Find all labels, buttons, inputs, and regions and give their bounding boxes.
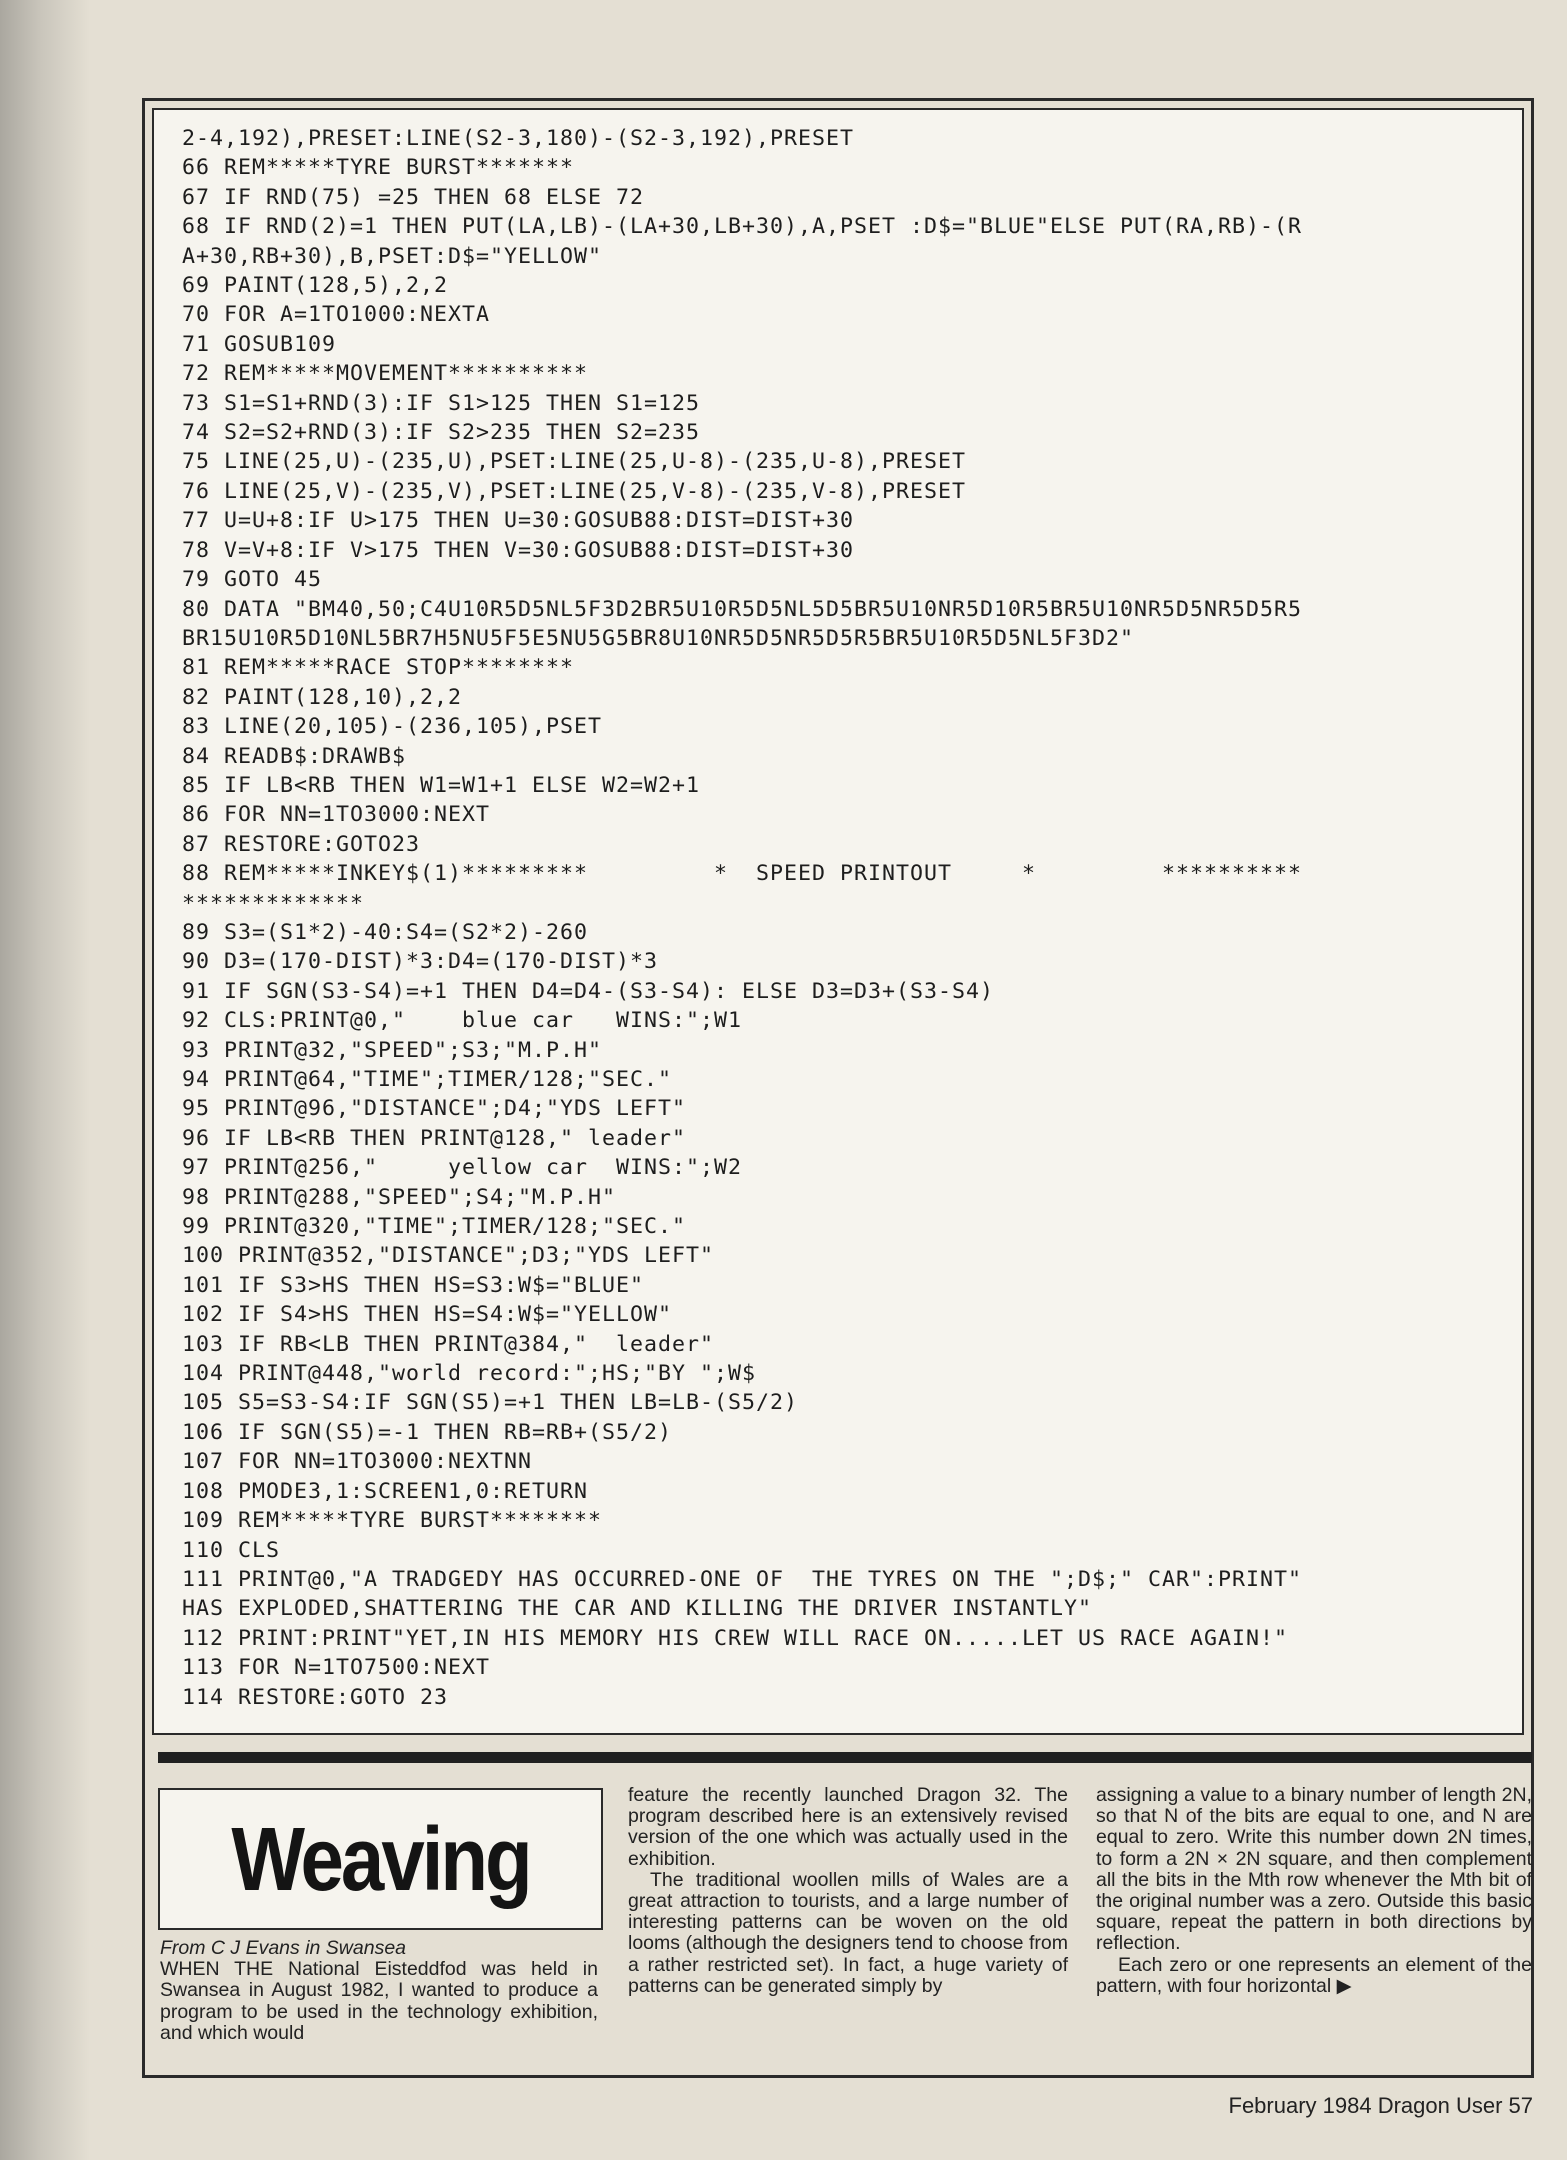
listing-line: 99 PRINT@320,"TIME";TIMER/128;"SEC." [182, 1214, 687, 1240]
listing-line: 78 V=V+8:IF V>175 THEN V=30:GOSUB88:DIST=DIST+30 [182, 537, 855, 563]
article-paragraph: assigning a value to a binary number of length 2N, so that N of the bits are equal to one, and N are equal to zero. Write this number down 2N times, to form a 2N × 2N square, and then complement all the bits in the Mth row whenever the Mth bit of the original number was a zero. Outside this basic square, repeat the pattern in both directions by reflection. [1096, 1784, 1532, 1955]
listing-line: 2-4,192),PRESET:LINE(S2-3,180)-(S2-3,192),PRESET [182, 126, 855, 151]
article-title: Weaving [231, 1807, 530, 1910]
listing-line: 81 REM*****RACE STOP******** [182, 655, 575, 681]
listing-line: 110 CLS [182, 1537, 281, 1563]
program-listing-box [152, 108, 1524, 1735]
listing-line: 107 FOR NN=1TO3000:NEXTNN [182, 1449, 533, 1475]
listing-line: 69 PAINT(128,5),2,2 [182, 273, 449, 299]
listing-line: A+30,RB+30),B,PSET:D$="YELLOW" [182, 243, 603, 269]
listing-line: 70 FOR A=1TO1000:NEXTA [182, 302, 491, 328]
listing-line: 88 REM*****INKEY$(1)********* * SPEED PRINTOUT * ********** [182, 861, 1303, 887]
listing-line: HAS EXPLODED,SHATTERING THE CAR AND KILLING THE DRIVER INSTANTLY" [182, 1596, 1093, 1622]
listing-line: 94 PRINT@64,"TIME";TIMER/128;"SEC." [182, 1067, 673, 1092]
listing-line: 75 LINE(25,U)-(235,U),PSET:LINE(25,U-8)-(235,U-8),PRESET [182, 449, 967, 475]
listing-line: 82 PAINT(128,10),2,2 [182, 684, 463, 710]
listing-line: 97 PRINT@256," yellow car WINS:";W2 [182, 1155, 743, 1181]
listing-line: 111 PRINT@0,"A TRADGEDY HAS OCCURRED-ONE OF THE TYRES ON THE ";D$;" CAR":PRINT" [182, 1566, 1303, 1592]
listing-line: BR15U10R5D10NL5BR7H5NU5F5E5NU5G5BR8U10NR5D5NR5D5R5BR5U10R5D5NL5F3D2" [182, 625, 1135, 651]
listing-line: 96 IF LB<RB THEN PRINT@128," leader" [182, 1125, 687, 1151]
listing-line: 106 IF SGN(S5)=-1 THEN RB=RB+(S5/2) [182, 1419, 673, 1445]
article-column-1 [160, 1938, 598, 2044]
listing-line: 84 READB$:DRAWB$ [182, 743, 407, 769]
page-binding-shadow [0, 0, 90, 2160]
article-column-2 [628, 1785, 1068, 1997]
listing-line: 73 S1=S1+RND(3):IF S1>125 THEN S1=125 [182, 390, 701, 416]
listing-line: 87 RESTORE:GOTO23 [182, 831, 421, 857]
listing-line: 80 DATA "BM40,50;C4U10R5D5NL5F3D2BR5U10R5D5NL5D5BR5U10NR5D10R5BR5U10NR5D5NR5D5R5 [182, 596, 1303, 622]
listing-line: 104 PRINT@448,"world record:";HS;"BY ";W$ [182, 1361, 757, 1387]
listing-line: 103 IF RB<LB THEN PRINT@384," leader" [182, 1331, 715, 1357]
article-paragraph: WHEN THE National Eisteddfod was held in Swansea in August 1982, I wanted to produce a program to be used in the technology exhibition, and which would [160, 1958, 598, 2044]
listing-line: 77 U=U+8:IF U>175 THEN U=30:GOSUB88:DIST=DIST+30 [182, 508, 855, 534]
article-paragraph: feature the recently launched Dragon 32. The program described here is an extensively revised version of the one which was actually used in the exhibition. [628, 1784, 1068, 1870]
listing-line: 76 LINE(25,V)-(235,V),PSET:LINE(25,V-8)-(235,V-8),PRESET [182, 478, 967, 504]
listing-line: 89 S3=(S1*2)-40:S4=(S2*2)-260 [182, 919, 589, 945]
article-byline: From C J Evans in Swansea [160, 1937, 407, 1959]
listing-line: 74 S2=S2+RND(3):IF S2>235 THEN S2=235 [182, 420, 701, 446]
listing-line: ************* [182, 890, 365, 916]
listing-line: 113 FOR N=1TO7500:NEXT [182, 1655, 491, 1681]
listing-line: 90 D3=(170-DIST)*3:D4=(170-DIST)*3 [182, 949, 659, 975]
article-paragraph: The traditional woollen mills of Wales are a great attraction to tourists, and a large number of interesting patterns can be woven on the old looms (although the designers tend to choose from a rather restricted set). In fact, a huge variety of patterns can be generated simply by [628, 1868, 1068, 1997]
listing-line: 109 REM*****TYRE BURST******** [182, 1508, 603, 1534]
listing-line: 68 IF RND(2)=1 THEN PUT(LA,LB)-(LA+30,LB+30),A,PSET :D$="BLUE"ELSE PUT(RA,RB)-(R [182, 214, 1303, 240]
listing-line: 92 CLS:PRINT@0," blue car WINS:";W1 [182, 1008, 743, 1034]
listing-line: 95 PRINT@96,"DISTANCE";D4;"YDS LEFT" [182, 1096, 687, 1122]
page-footer: February 1984 Dragon User 57 [1228, 2093, 1533, 2118]
listing-line: 67 IF RND(75) =25 THEN 68 ELSE 72 [182, 184, 645, 210]
listing-line: 83 LINE(20,105)-(236,105),PSET [182, 714, 603, 740]
listing-line: 91 IF SGN(S3-S4)=+1 THEN D4=D4-(S3-S4): ELSE D3=D3+(S3-S4) [182, 978, 995, 1004]
listing-line: 66 REM*****TYRE BURST******* [182, 155, 575, 181]
listing-line: 114 RESTORE:GOTO 23 [182, 1684, 449, 1710]
listing-line: 100 PRINT@352,"DISTANCE";D3;"YDS LEFT" [182, 1243, 715, 1269]
listing-line: 108 PMODE3,1:SCREEN1,0:RETURN [182, 1478, 589, 1504]
article-paragraph: Each zero or one represents an element of the pattern, with four horizontal ▶ [1096, 1953, 1532, 1997]
listing-line: 112 PRINT:PRINT"YET,IN HIS MEMORY HIS CREW WILL RACE ON.....LET US RACE AGAIN!" [182, 1625, 1289, 1651]
article-title-box [158, 1788, 603, 1930]
article-column-3 [1096, 1785, 1532, 1997]
listing-line: 101 IF S3>HS THEN HS=S3:W$="BLUE" [182, 1272, 645, 1298]
listing-line: 72 REM*****MOVEMENT********** [182, 361, 589, 387]
listing-line: 71 GOSUB109 [182, 331, 337, 357]
listing-line: 93 PRINT@32,"SPEED";S3;"M.P.H" [182, 1037, 603, 1063]
listing-line: 85 IF LB<RB THEN W1=W1+1 ELSE W2=W2+1 [182, 772, 701, 798]
section-divider-rule [158, 1752, 1532, 1763]
listing-line: 86 FOR NN=1TO3000:NEXT [182, 802, 491, 828]
program-listing [182, 124, 1302, 1712]
listing-line: 79 GOTO 45 [182, 567, 323, 593]
listing-line: 98 PRINT@288,"SPEED";S4;"M.P.H" [182, 1184, 617, 1210]
listing-line: 105 S5=S3-S4:IF SGN(S5)=+1 THEN LB=LB-(S5/2) [182, 1390, 799, 1416]
listing-line: 102 IF S4>HS THEN HS=S4:W$="YELLOW" [182, 1302, 673, 1328]
